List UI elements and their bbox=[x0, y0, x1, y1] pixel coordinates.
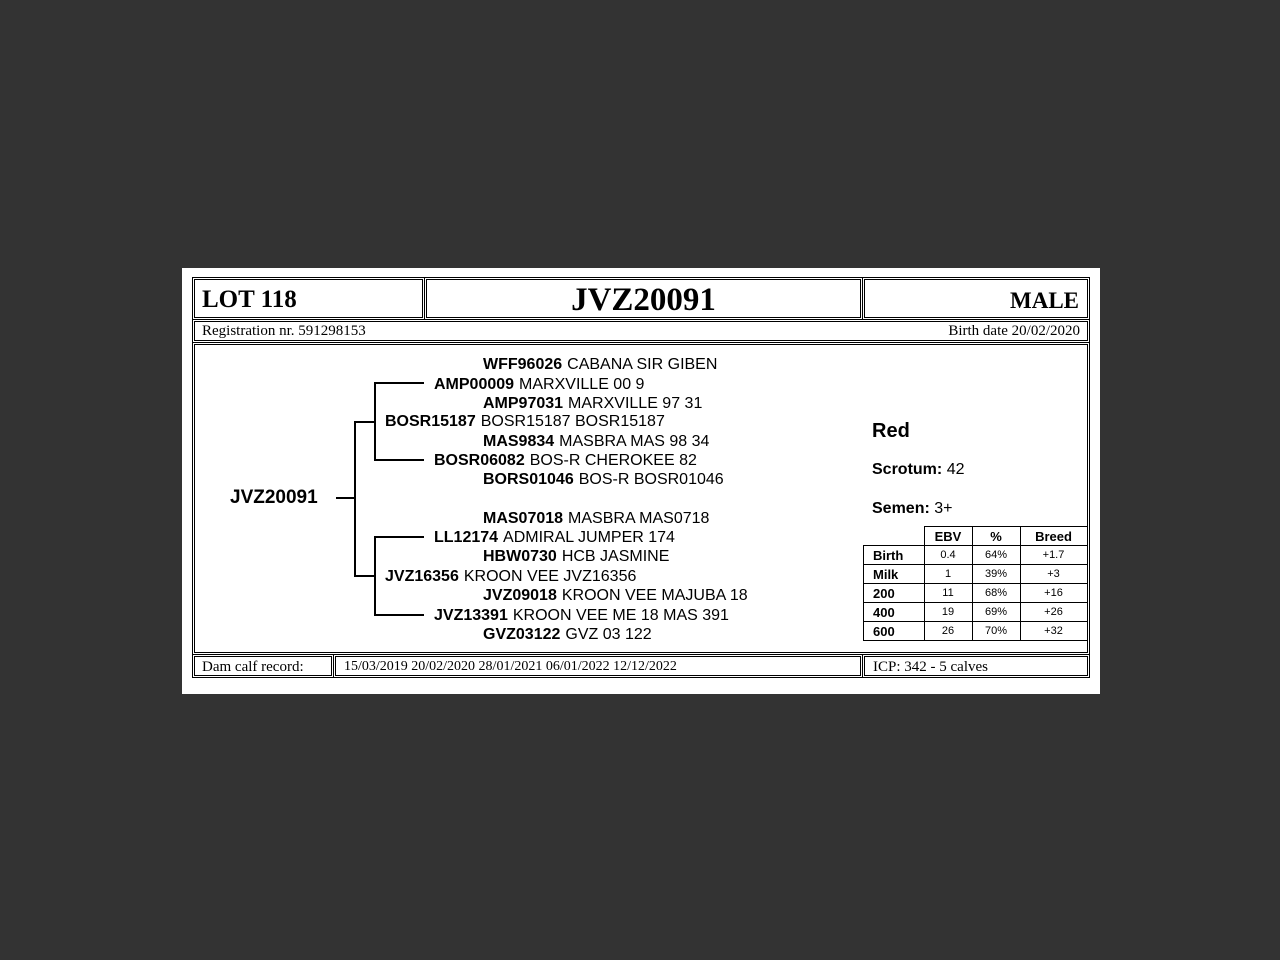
table-row: Birth 0.4 64% +1.7 bbox=[864, 546, 1088, 565]
pedigree-dam-sire-sire: MAS07018 MASBRA MAS0718 bbox=[483, 510, 710, 527]
dam-bracket bbox=[374, 536, 376, 616]
birth-date: Birth date 20/02/2020 bbox=[948, 323, 1080, 339]
pedigree-dam-sire-dam: HBW0730 HCB JASMINE bbox=[483, 548, 670, 565]
dam-sire-connector bbox=[374, 536, 424, 538]
pedigree-sire-dam-dam: BORS01046 BOS-R BOSR01046 bbox=[483, 471, 724, 488]
scrotum-trait: Scrotum: 42 bbox=[872, 461, 965, 478]
lot-number-box bbox=[194, 279, 423, 318]
pedigree-dam-dam-sire: JVZ09018 KROON VEE MAJUBA 18 bbox=[483, 587, 748, 604]
sex-label: MALE bbox=[1010, 288, 1079, 313]
pedigree-sire-sire: AMP00009 MARXVILLE 00 9 bbox=[434, 376, 645, 393]
pedigree-sire-dam-sire: MAS9834 MASBRA MAS 98 34 bbox=[483, 433, 710, 450]
ebv-header-row bbox=[864, 527, 1088, 546]
parents-bracket bbox=[354, 421, 356, 577]
icp-value: ICP: 342 - 5 calves bbox=[873, 659, 988, 675]
pedigree-dam-sire: LL12174 ADMIRAL JUMPER 174 bbox=[434, 529, 675, 546]
pedigree-dam-dam: JVZ13391 KROON VEE ME 18 MAS 391 bbox=[434, 607, 729, 624]
coat-colour: Red bbox=[872, 420, 910, 442]
table-row: 400 19 69% +26 bbox=[864, 603, 1088, 622]
table-row: 600 26 70% +32 bbox=[864, 622, 1088, 641]
lot-number: LOT 118 bbox=[202, 286, 297, 313]
dam-connector bbox=[354, 575, 374, 577]
sire-bracket bbox=[374, 382, 376, 461]
pedigree-sire: BOSR15187 BOSR15187 BOSR15187 bbox=[385, 413, 665, 430]
dam-calf-label: Dam calf record: bbox=[202, 659, 304, 675]
registration-row bbox=[194, 321, 1088, 341]
subject-connector bbox=[336, 497, 354, 499]
pedigree-dam: JVZ16356 KROON VEE JVZ16356 bbox=[385, 568, 637, 585]
ebv-column-header: EBV bbox=[924, 527, 972, 546]
dam-calf-label-box bbox=[194, 656, 332, 676]
pedigree-sire-sire-sire: WFF96026 CABANA SIR GIBEN bbox=[483, 356, 718, 373]
sex-box bbox=[864, 279, 1088, 318]
sire-connector bbox=[354, 421, 374, 423]
table-row: 200 11 68% +16 bbox=[864, 584, 1088, 603]
semen-trait: Semen: 3+ bbox=[872, 500, 953, 517]
pct-column-header: % bbox=[972, 527, 1020, 546]
dam-calf-dates-box bbox=[335, 656, 861, 676]
icp-box bbox=[864, 656, 1088, 676]
ebv-table bbox=[863, 526, 1088, 641]
pedigree-sire-sire-dam: AMP97031 MARXVILLE 97 31 bbox=[483, 395, 703, 412]
table-row: Milk 1 39% +3 bbox=[864, 565, 1088, 584]
dam-dam-connector bbox=[374, 614, 424, 616]
dam-calf-dates: 15/03/2019 20/02/2020 28/01/2021 06/01/2022 12/12/2022 bbox=[344, 659, 677, 674]
animal-id: JVZ20091 bbox=[571, 282, 716, 318]
lot-card bbox=[182, 268, 1100, 694]
sire-sire-connector bbox=[374, 382, 424, 384]
sire-dam-connector bbox=[374, 459, 424, 461]
registration-number: Registration nr. 591298153 bbox=[202, 323, 366, 339]
pedigree-sire-dam: BOSR06082 BOS-R CHEROKEE 82 bbox=[434, 452, 697, 469]
pedigree-dam-dam-dam: GVZ03122 GVZ 03 122 bbox=[483, 626, 652, 643]
pedigree-subject: JVZ20091 bbox=[230, 487, 318, 508]
breed-column-header: Breed bbox=[1020, 527, 1087, 546]
animal-id-box bbox=[426, 279, 861, 318]
